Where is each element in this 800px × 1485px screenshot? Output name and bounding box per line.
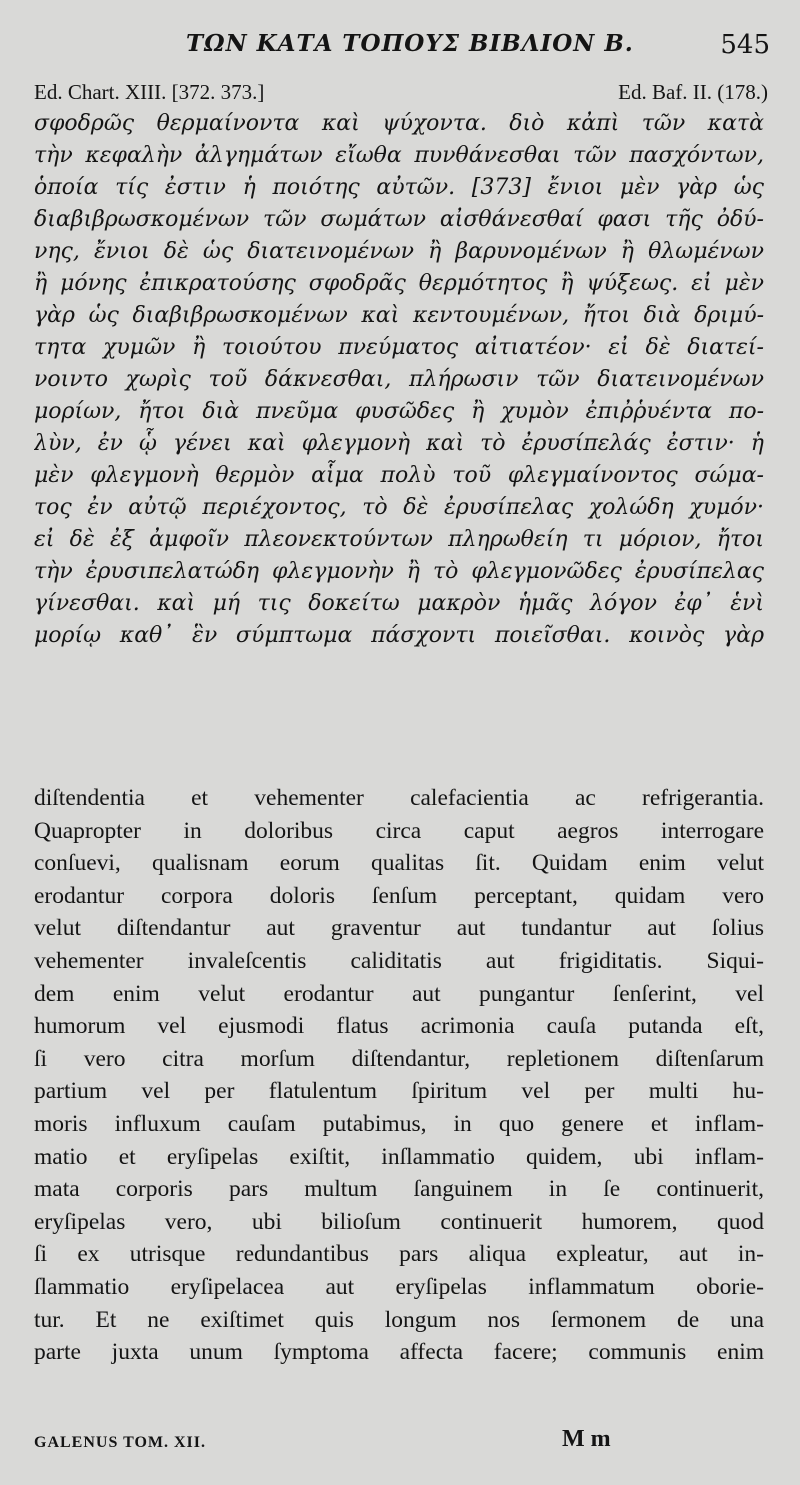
latin-line: Quapropter in doloribus circa caput aegros interrogare [34,817,764,844]
latin-line: tur. Et ne exiſtimet quis longum nos ſermonem de una [34,1306,764,1333]
latin-line: eryſipelas vero, ubi bilioſum continuerit humorem, quod [34,1208,764,1235]
greek-line: ἢ μόνης ἐπικρατούσης σφοδρᾶς θερμότητος ἢ ψύξεως. εἰ μὲν [34,271,764,296]
greek-line: τητα χυμῶν ἢ τοιούτου πνεύματος αἰτιατέον· εἰ δὲ διατεί- [34,335,764,360]
latin-line: moris influxum cauſam putabimus, in quo genere et inflam- [34,1110,764,1137]
latin-text-block [34,782,764,1369]
greek-line: εἰ δὲ ἐξ ἀμφοῖν πλεονεκτούντων πληρωθείη τι μόριον, ἤτοι [34,527,764,552]
latin-line: humorum vel ejusmodi flatus acrimonia cauſa putanda eſt, [34,1013,764,1040]
greek-line: ὁποία τίς ἐστιν ἡ ποιότης αὐτῶν. [373] ἔνιοι μὲν γὰρ ὡς [34,175,764,200]
greek-line: μορίῳ καθ᾽ ἓν σύμπτωμα πάσχοντι ποιεῖσθαι. κοινὸς γὰρ [34,623,764,648]
running-title: ΤΩΝ ΚΑΤΑ ΤΟΠΟΥΣ ΒΙΒΛΙΟΝ Β. [186,30,634,57]
latin-line: velut diſtendantur aut graventur aut tundantur aut ſolius [34,915,764,942]
greek-line: μὲν φλεγμονὴ θερμὸν αἷμα πολὺ τοῦ φλεγμαίνοντος σώμα- [34,463,764,488]
greek-line: τὴν κεφαλὴν ἀλγημάτων εἴωθα πυνθάνεσθαι τῶν πασχόντων, [34,143,764,168]
greek-line: μορίων, ἤτοι διὰ πνεῦμα φυσῶδες ἢ χυμὸν ἐπιῤῥυέντα πο- [34,399,764,424]
edition-reference-left: Ed. Chart. XIII. [372. 373.] [34,80,265,104]
gathering-mark: M m [562,1426,611,1452]
latin-line: diſtendentia et vehementer calefacientia ac refrigerantia. [34,785,764,811]
latin-line: parte juxta unum ſymptoma affecta facere; communis enim [34,1339,764,1366]
latin-line: ſi ex utrisque redundantibus pars aliqua expleatur, aut in- [34,1241,764,1268]
latin-line: ſlammatio eryſipelacea aut eryſipelas inflammatum oborie- [34,1273,764,1300]
latin-line: mata corporis pars multum ſanguinem in ſe continuerit, [34,1176,764,1203]
greek-line: γίνεσθαι. καὶ μή τις δοκείτω μακρὸν ἡμᾶς λόγον ἐφ᾽ ἑνὶ [34,591,764,616]
greek-text-block [34,108,764,652]
greek-line: τος ἐν αὐτῷ περιέχοντος, τὸ δὲ ἐρυσίπελας χολώδη χυμόν· [34,495,764,520]
greek-line: γὰρ ὡς διαβιβρωσκομένων καὶ κεντουμένων, ἤτοι διὰ δριμύ- [34,303,764,328]
latin-line: vehementer invaleſcentis caliditatis aut frigiditatis. Siqui- [34,947,764,974]
greek-line: νοιντο χωρὶς τοῦ δάκνεσθαι, πλήρωσιν τῶν διατεινομένων [34,367,764,392]
greek-line: λὺν, ἐν ᾧ γένει καὶ φλεγμονὴ καὶ τὸ ἐρυσίπελάς ἐστιν· ἡ [34,431,764,456]
greek-line: διαβιβρωσκομένων τῶν σωμάτων αἰσθάνεσθαί φασι τῆς ὀδύ- [34,207,764,232]
greek-line: τὴν ἐρυσιπελατώδη φλεγμονὴν ἢ τὸ φλεγμονῶδες ἐρυσίπελας [34,559,764,584]
latin-line: ſi vero citra morſum diſtendantur, repletionem diſtenſarum [34,1045,764,1072]
edition-reference-right: Ed. Baf. II. (178.) [618,80,768,104]
page-number: 545 [720,30,770,60]
latin-line: matio et eryſipelas exiſtit, inſlammatio quidem, ubi inflam- [34,1143,764,1170]
signature-mark: GALENUS TOM. XII. [34,1434,206,1451]
latin-line: dem enim velut erodantur aut pungantur ſenſerint, vel [34,980,764,1007]
greek-line: σφοδρῶς θερμαίνοντα καὶ ψύχοντα. διὸ κἀπὶ τῶν κατὰ [34,111,764,136]
latin-line: erodantur corpora doloris ſenſum perceptant, quidam vero [34,882,764,909]
latin-line: conſuevi, qualisnam eorum qualitas ſit. Quidam enim velut [34,850,764,877]
latin-line: partium vel per flatulentum ſpiritum vel per multi hu- [34,1078,764,1105]
greek-line: νης, ἔνιοι δὲ ὡς διατεινομένων ἢ βαρυνομένων ἢ θλωμένων [34,239,764,264]
